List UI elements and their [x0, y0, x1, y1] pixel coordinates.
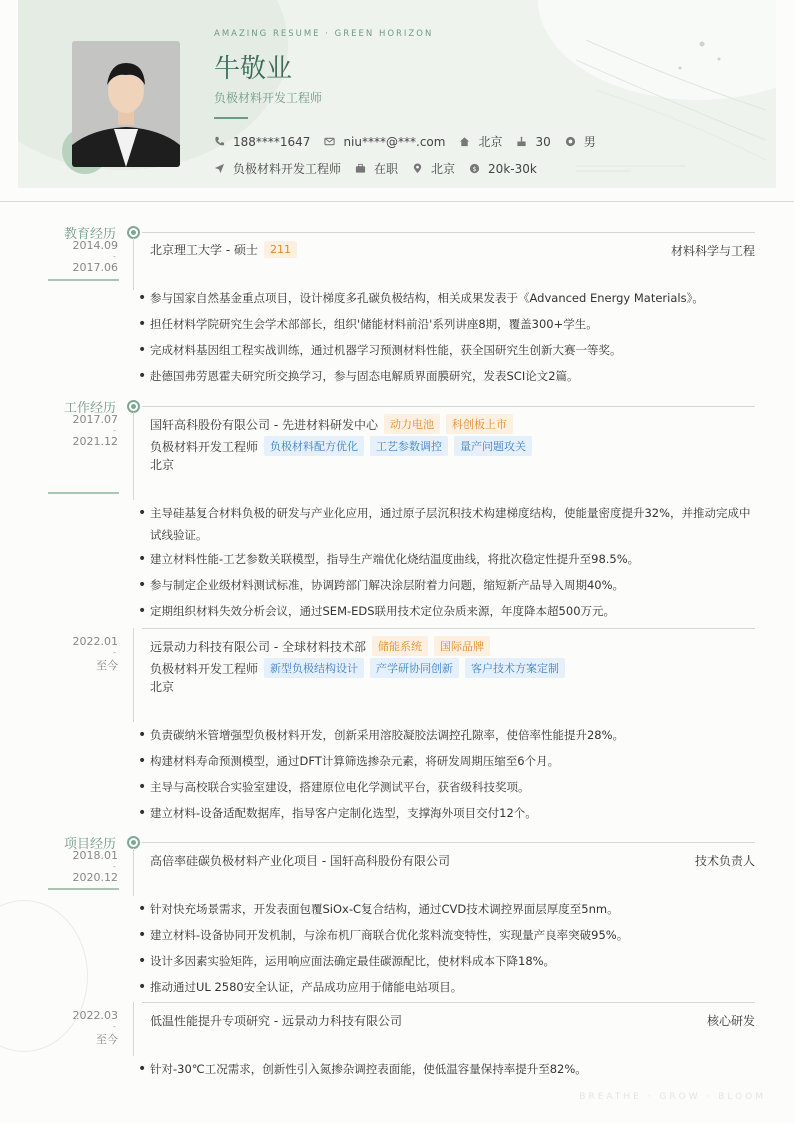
target-city-text: 北京 — [431, 162, 456, 176]
residence-item — [459, 133, 502, 150]
list-item: • 完成材料基因组工程实战训练，通过机器学习预测材料性能，获全国研究生创新大赛一等奖。 — [138, 342, 622, 358]
section-accent-bar — [48, 888, 119, 890]
target-position-text: 负极材料开发工程师 — [233, 162, 342, 176]
gender-item — [565, 133, 596, 150]
date-separator: - — [113, 252, 116, 261]
salary-text: 20k-30k — [488, 161, 537, 176]
list-item: • 设计多因素实验矩阵，运用响应面法确定最佳碳源配比，使材料成本下降18%。 — [138, 953, 556, 969]
work-section-title: 工作经历 — [63, 401, 116, 416]
timeline-line — [133, 848, 134, 896]
work1-company: 国轩高科股份有限公司 - 先进材料研发中心 — [150, 417, 378, 432]
section-accent-bar — [48, 279, 119, 281]
gender-icon — [565, 136, 576, 147]
candidate-title: 负极材料开发工程师 — [214, 91, 323, 105]
project2-role: 核心研发 — [706, 1014, 755, 1028]
entry-divider — [142, 1002, 755, 1003]
email-item — [324, 135, 445, 149]
entry-divider — [142, 406, 755, 407]
skill-tag: 产学研协同创新 — [370, 658, 459, 678]
list-item: • 建立材料-设备适配数据库，指导客户定制化选型，支撑海外项目交付12个。 — [138, 805, 537, 821]
project1-role: 技术负责人 — [694, 854, 755, 868]
work2-bullet-list — [138, 722, 758, 826]
list-item: • 主导硅基复合材料负极的研发与产业化应用，通过原子层沉积技术构建梯度结构，使能量密度提升32%，并推动完成中试线验证。 — [138, 505, 751, 542]
education-major: 材料科学与工程 — [670, 244, 755, 258]
svg-text:$: $ — [472, 164, 477, 173]
entry-divider — [142, 232, 755, 233]
residence-text: 北京 — [478, 135, 503, 149]
skill-tag: 新型负极结构设计 — [264, 658, 364, 678]
list-item: • 推动通过UL 2580安全认证，产品成功应用于储能电站项目。 — [138, 979, 463, 995]
skill-tag: 量产问题攻关 — [454, 436, 532, 456]
phone-text: 188****1647 — [233, 134, 311, 149]
project2-title: 低温性能提升专项研究 - 远景动力科技有限公司 — [150, 1014, 402, 1028]
work2-company-line — [150, 636, 490, 656]
work1-end-date: 2021.12 — [72, 435, 118, 448]
project1-start-date: 2018.01 — [72, 849, 118, 862]
work2-role: 负极材料开发工程师 — [150, 661, 259, 676]
list-item: • 建立材料性能-工艺参数关联模型，指导生产端优化烧结温度曲线，将批次稳定性提升至98.5%。 — [138, 551, 640, 567]
briefcase-icon — [355, 163, 366, 174]
skill-tag: 工艺参数调控 — [370, 436, 448, 456]
age-text: 30 — [535, 134, 551, 149]
phone-item — [214, 135, 310, 149]
education-bullet-list — [138, 285, 758, 389]
work1-role: 负极材料开发工程师 — [150, 439, 259, 454]
skill-tag: 负极材料配方优化 — [264, 436, 364, 456]
work1-company-line — [150, 414, 513, 434]
person-portrait-icon — [72, 41, 180, 167]
contact-info-row — [214, 133, 610, 150]
send-icon — [214, 163, 225, 174]
entry-divider — [142, 628, 755, 629]
project2-bullet-list — [138, 1056, 758, 1082]
work2-role-line — [150, 658, 565, 678]
project1-end-date: 2020.12 — [72, 871, 118, 884]
list-item: • 构建材料寿命预测模型，通过DFT计算筛选掺杂元素，将研发周期压缩至6个月。 — [138, 753, 560, 769]
title-underline — [214, 117, 248, 119]
list-item: • 定期组织材料失效分析会议，通过SEM-EDS联用技术定位杂质来源，年度降本超500万元。 — [138, 603, 616, 619]
list-item: • 针对-30℃工况需求，创新性引入氮掺杂调控表面能，使低温容量保持率提升至82%。 — [138, 1061, 587, 1077]
work1-location: 北京 — [150, 458, 175, 472]
timeline-line — [133, 1002, 134, 1056]
list-item: • 建立材料-设备协同开发机制，与涂布机厂商联合优化浆料流变特性，实现量产良率突破95%。 — [138, 927, 629, 943]
project1-title: 高倍率硅碳负极材料产业化项目 - 国轩高科股份有限公司 — [150, 854, 450, 868]
job-status-text: 在职 — [374, 162, 399, 176]
resume-tagline: AMAZING RESUME · GREEN HORIZON — [214, 29, 434, 39]
email-text: niu****@***.com — [343, 134, 446, 149]
company-tag: 储能系统 — [372, 636, 428, 656]
location-pin-icon — [412, 163, 423, 174]
work2-start-date: 2022.01 — [72, 635, 118, 648]
decorative-circle — [0, 900, 88, 1052]
target-position-item — [214, 160, 341, 177]
school-name: 北京理工大学 - 硕士 — [150, 243, 258, 257]
education-school-line — [150, 241, 297, 258]
work1-start-date: 2017.07 — [72, 413, 118, 426]
date-separator: - — [113, 648, 116, 657]
school-badge: 211 — [264, 241, 297, 258]
mail-icon — [324, 136, 335, 147]
education-end-date: 2017.06 — [72, 261, 118, 274]
education-start-date: 2014.09 — [72, 239, 118, 252]
date-separator: - — [113, 426, 116, 435]
job-intent-row — [214, 160, 551, 177]
work2-end-date: 至今 — [96, 659, 118, 672]
education-section-title: 教育经历 — [63, 227, 116, 242]
section-accent-bar — [48, 492, 119, 494]
work2-location: 北京 — [150, 680, 175, 694]
project2-start-date: 2022.03 — [72, 1009, 118, 1022]
work2-company: 远景动力科技有限公司 - 全球材料技术部 — [150, 639, 366, 654]
list-item: • 参与制定企业级材料测试标准，协调跨部门解决涂层附着力问题，缩短新产品导入周期40%。 — [138, 577, 625, 593]
date-separator: - — [113, 1022, 116, 1031]
list-item: • 负责碳纳米管增强型负极材料开发，创新采用溶胶凝胶法调控孔隙率，使倍率性能提升28%。 — [138, 727, 625, 743]
home-icon — [459, 136, 470, 147]
header-decoration — [576, 0, 776, 190]
date-separator: - — [113, 862, 116, 871]
company-tag: 动力电池 — [384, 414, 440, 434]
candidate-name: 牛敬业 — [214, 54, 293, 84]
timeline-line — [133, 238, 134, 290]
gender-text: 男 — [583, 135, 596, 149]
timeline-line — [133, 412, 134, 500]
header-divider — [0, 201, 794, 202]
salary-item — [469, 162, 537, 176]
entry-divider — [142, 842, 755, 843]
target-city-item — [412, 160, 455, 177]
work1-role-line — [150, 436, 532, 456]
footer-watermark: BREATHE · GROW · BLOOM — [579, 1092, 766, 1102]
salary-icon — [469, 163, 480, 174]
company-tag: 科创板上市 — [446, 414, 513, 434]
project1-bullet-list — [138, 896, 758, 1000]
project2-end-date: 至今 — [96, 1033, 118, 1046]
company-tag: 国际品牌 — [434, 636, 490, 656]
job-status-item — [355, 160, 398, 177]
list-item: • 担任材料学院研究生会学术部部长，组织'储能材料前沿'系列讲座8期，覆盖300+学生。 — [138, 316, 598, 332]
work1-bullet-list — [138, 500, 758, 624]
list-item: • 主导与高校联合实验室建设，搭建原位电化学测试平台，获省级科技奖项。 — [138, 779, 530, 795]
avatar-photo — [72, 41, 180, 167]
phone-icon — [214, 136, 225, 147]
timeline-line — [133, 628, 134, 722]
list-item: • 参与国家自然基金重点项目，设计梯度多孔碳负极结构，相关成果发表于《Advanced Energy Materials》。 — [138, 290, 704, 306]
list-item: • 针对快充场景需求，开发表面包覆SiOx-C复合结构，通过CVD技术调控界面层厚度至5nm。 — [138, 901, 619, 917]
age-item — [516, 135, 550, 149]
cake-icon — [516, 136, 527, 147]
skill-tag: 客户技术方案定制 — [465, 658, 565, 678]
list-item: • 赴德国弗劳恩霍夫研究所交换学习，参与固态电解质界面膜研究，发表SCI论文2篇。 — [138, 368, 579, 384]
projects-section-title: 项目经历 — [63, 837, 116, 852]
